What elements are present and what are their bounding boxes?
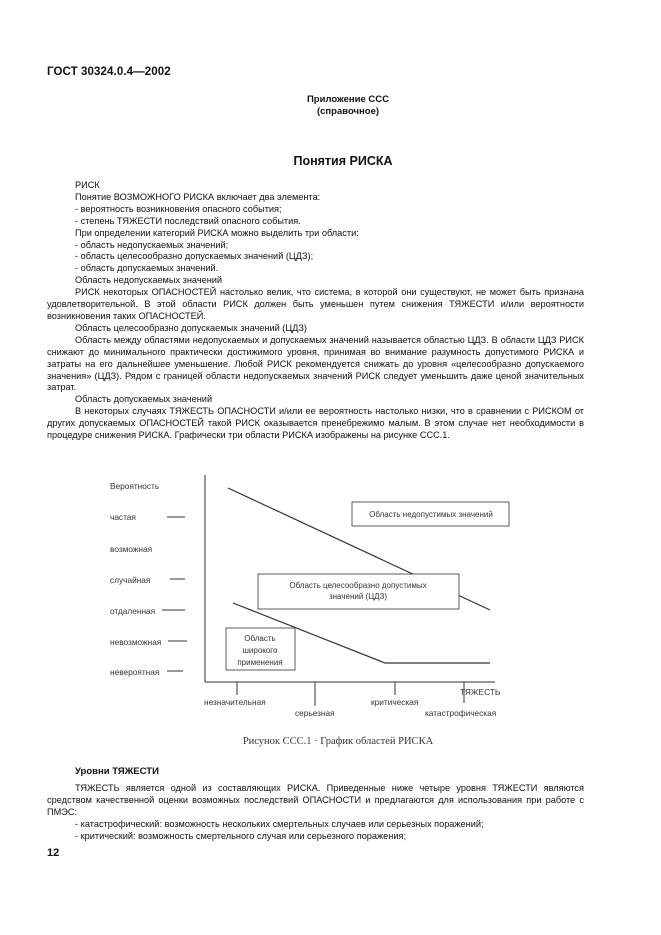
paragraph: - степень ТЯЖЕСТИ последствий опасного события.	[75, 215, 301, 226]
paragraph: РИСК некоторых ОПАСНОСТЕЙ настолько велик, что система, в которой они существуют, не может быть признана удовлетворительной. В этой области РИСК должен быть уменьшен путем снижения ТЯЖЕСТИ и/или вероятности возникновения таких ОПАСНОСТЕЙ.	[47, 287, 584, 321]
severity-text	[47, 783, 584, 843]
y-level-label: частая	[110, 512, 136, 522]
paragraph: Область между областями недопускаемых и допускаемых значений называется областью ЦДЗ. В области ЦДЗ РИСК снижают до минимального практически достижимого уровня, принимая во внимание разумность допустимого РИСКА и затраты на его дальнейшее уменьшение. Любой РИСК рекомендуется снижать до уровня «целесообразно допускаемого значения» (ЦДЗ). Рядом с границей области недопускаемых значений РИСК следует уменьшить даже ценой значительных затрат.	[47, 334, 584, 393]
region-broad-label-line2: широкого	[242, 646, 278, 655]
page-number: 12	[47, 847, 60, 859]
section-title: Понятия РИСКА	[293, 154, 393, 168]
paragraph: При определении категорий РИСКА можно выделить три области:	[75, 227, 359, 238]
document-id: ГОСТ 30324.0.4—2002	[47, 66, 171, 78]
paragraph: - область допускаемых значений.	[75, 263, 219, 274]
x-level-label: критическая	[371, 697, 419, 707]
paragraph: - критический: возможность смертельного случая или серьезного поражения;	[75, 830, 407, 841]
x-level-label: незначительная	[204, 697, 266, 707]
y-level-label: невероятная	[110, 667, 160, 677]
severity-heading: Уровни ТЯЖЕСТИ	[75, 766, 159, 777]
paragraph: - катастрофический: возможность нескольких смертельных случаев или серьезных поражений;	[75, 818, 484, 829]
region-alarp-label-line1: Область целесообразно допустимых	[289, 581, 427, 590]
region-alarp-label-line2: значений (ЦДЗ)	[328, 592, 388, 601]
paragraph: ТЯЖЕСТЬ является одной из составляющих РИСКА. Приведенные ниже четыре уровня ТЯЖЕСТИ являются средством качественной оценки возможных последствий ОПАСНОСТИ и предлагаются для использования при работе с ПМЭС:	[47, 783, 584, 817]
x-level-label: серьезная	[295, 708, 335, 718]
paragraph: Область целесообразно допускаемых значений (ЦДЗ)	[75, 322, 307, 333]
x-axis-title: ТЯЖЕСТЬ	[460, 687, 501, 697]
paragraph: Понятие ВОЗМОЖНОГО РИСКА включает два элемента:	[75, 191, 321, 202]
y-level-label: отдаленная	[110, 606, 156, 616]
appendix-subtitle: (справочное)	[316, 106, 380, 117]
y-level-label: невозможная	[110, 637, 162, 647]
x-level-label: катастрофическая	[425, 708, 497, 718]
paragraph: Область недопускаемых значений	[75, 275, 223, 286]
region-unacceptable-label: Область недопустимых значений	[369, 510, 493, 519]
appendix-heading	[0, 94, 661, 118]
figure-caption: Рисунок ССС.1 · График областей РИСКА	[242, 736, 434, 747]
y-axis-title: Вероятность	[110, 481, 160, 491]
paragraph: В некоторых случаях ТЯЖЕСТЬ ОПАСНОСТИ и/или ее вероятность настолько низки, что в сравнении с РИСКОМ от других допускаемых ОПАСНОСТЕЙ такой РИСК оказывается пренебрежимо малым. В этом случае нет необходимости в процедуре снижения РИСКА. Графически три области РИСКА изображены на рисунке ССС.1.	[47, 406, 584, 441]
paragraph: - область целесообразно допускаемых значений (ЦДЗ);	[75, 251, 314, 262]
body-text	[47, 180, 584, 442]
risk-regions-figure	[90, 470, 610, 730]
region-broad-label-line3: применения	[237, 658, 283, 667]
paragraph: - вероятность возникновения опасного события;	[75, 203, 282, 214]
paragraph: РИСК	[75, 180, 100, 190]
paragraph: - область недопускаемых значений;	[75, 239, 229, 250]
paragraph: Область допускаемых значений	[75, 394, 213, 405]
y-level-label: возможная	[110, 544, 153, 554]
region-broad-label-line1: Область	[244, 634, 276, 643]
y-level-label: случайная	[110, 575, 151, 585]
appendix-title: Приложение ССС	[306, 94, 390, 105]
